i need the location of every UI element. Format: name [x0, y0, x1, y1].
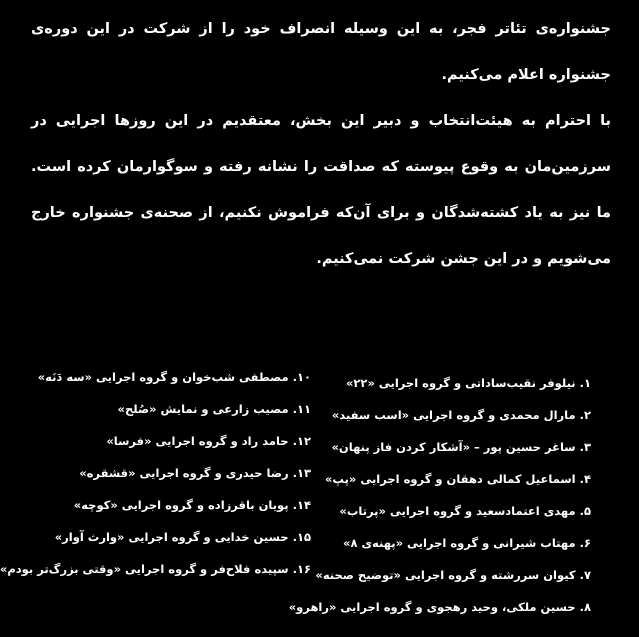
- list-item: ۴. اسماعیل کمالی دهقان و گروه اجرایی «پپ»: [324, 472, 591, 486]
- signatories-list-right: [289, 372, 591, 628]
- statement-paragraph-2: با احترام به هیئت‌انتخاب و دبیر این بخش، معتقدیم در این روزها اجرایی در سرزمین‌مان به وقوع پیوسته که صداقت را نشانه رفته و سوگوارمان کرده است. ما نیز به یاد کشته‌شدگان و برای آن‌که فراموش نکنیم، از صحنه‌ی جشنواره خارج می‌شویم و در این جشن شرکت نمی‌کنیم.: [31, 113, 611, 267]
- list-item: ۸. حسین ملکی، وحید رهجوی و گروه اجرایی «راهرو»: [288, 600, 591, 614]
- list-item: ۱۶. سپیده فلاح‌فر و گروه اجرایی «وقتی بزرگ‌تر بودم»: [0, 562, 311, 576]
- list-item: ۱۱. مصیب زارعی و نمایش «صُلح»: [117, 402, 311, 416]
- list-item: ۳. ساغر حسین پور – «آشکار کردن فاز پنهان»: [331, 440, 591, 454]
- list-item: ۱. نیلوفر نقیب‌ساداتی و گروه اجرایی «۲۲»: [345, 376, 591, 390]
- list-item: ۱۴. پویان باقرزاده و گروه اجرایی «کوچه»: [73, 498, 311, 512]
- list-item: ۶. مهتاب شیرانی و گروه اجرایی «پهنه‌ی ۸»: [343, 536, 591, 550]
- list-item: ۷. کیوان سررشته و گروه اجرایی «توضیح صحنه»: [315, 568, 591, 582]
- list-item: ۱۳. رضا حیدری و گروه اجرایی «قشقره»: [79, 466, 311, 480]
- signatories-list-left: [0, 366, 311, 590]
- statement-paragraph-1: جشنواره‌ی تئاتر فجر، به این وسیله انصراف خود را از شرکت در این دوره‌ی جشنواره اعلام می‌کنیم.: [31, 21, 611, 83]
- list-item: ۱۵. حسین خدایی و گروه اجرایی «وارث آوار»: [54, 530, 311, 544]
- list-item: ۵. مهدی اعتمادسعید و گروه اجرایی «پرتاب»: [339, 504, 591, 518]
- list-item: ۱۰. مصطفی شب‌خوان و گروه اجرایی «سه دَنَه»: [37, 370, 311, 384]
- list-item: ۲. مارال محمدی و گروه اجرایی «اسب سفید»: [331, 408, 591, 422]
- list-item: ۱۲. حامد راد و گروه اجرایی «فرسا»: [106, 434, 311, 448]
